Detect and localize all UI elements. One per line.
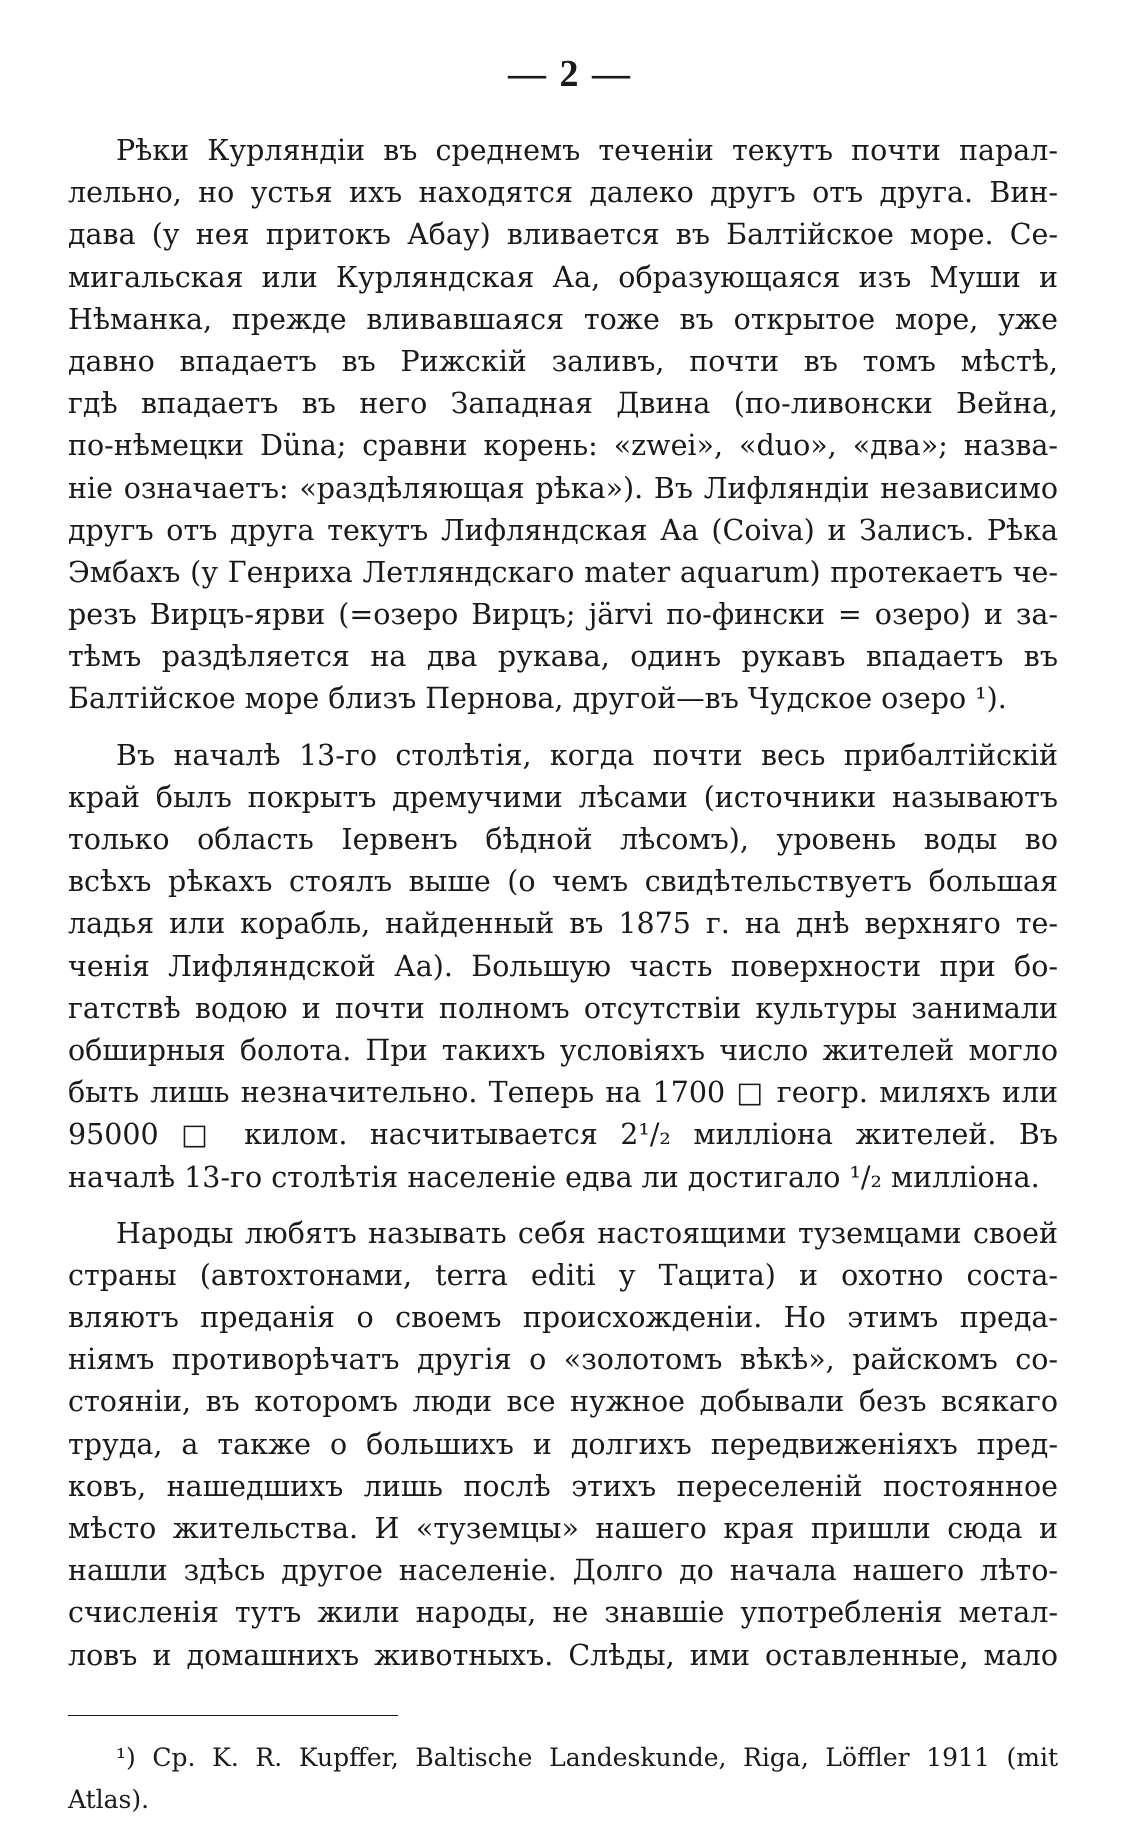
text-line: ковъ, нашедшихъ лишь послѣ этихъ переселеній постоянное: [68, 1469, 1058, 1503]
footnote: [68, 1740, 1058, 1824]
text-line: Народы любятъ называть себя настоящими туземцами своей: [116, 1216, 1058, 1250]
text-line: нашли здѣсь другое населеніе. Долго до начала нашего лѣто-: [68, 1554, 1058, 1588]
text-line: всѣхъ рѣкахъ стоялъ выше (о чемъ свидѣтельствуетъ большая: [68, 865, 1058, 899]
text-line: по-нѣмецки Düna; сравни корень: «zwei», «duo», «два»; назва-: [68, 429, 1058, 463]
text-line: Нѣманка, прежде вливавшаяся тоже въ открытое море, уже: [68, 302, 1058, 336]
text-line: ніямъ противорѣчатъ другія о «золотомъ вѣкѣ», райскомъ со-: [68, 1343, 1058, 1377]
text-line: ченія Лифляндской Аа). Большую часть поверхности при бо-: [68, 949, 1058, 983]
text-line: 95000 □ килом. насчитывается 2¹/₂ милліона жителей. Въ: [68, 1118, 1058, 1152]
text-line: мигальская или Курляндская Аа, образующаяся изъ Муши и: [68, 260, 1058, 294]
text-line: гдѣ впадаетъ въ него Западная Двина (по-ливонски Вейна,: [68, 387, 1058, 421]
paragraph-rivers: [68, 130, 1058, 721]
text-line: стояніи, въ которомъ люди все нужное добывали безъ всякаго: [68, 1385, 1058, 1419]
text-line: Эмбахъ (у Генриха Летляндскаго mater aquarum) протекаетъ че-: [68, 555, 1058, 589]
text-line: обширныя болота. При такихъ условіяхъ число жителей могло: [68, 1033, 1058, 1067]
text-line: другъ отъ друга текутъ Лифляндская Аа (Coiva) и Залисъ. Рѣка: [68, 513, 1058, 547]
paragraph-13th-century: [68, 735, 1058, 1199]
text-line: Балтійское море близъ Пернова, другой—въ Чудское озеро ¹).: [68, 682, 1007, 716]
text-line: только область Іервенъ бѣдной лѣсомъ), уровень воды во: [68, 823, 1058, 856]
text-line: вляютъ преданія о своемъ происхожденіи. Но этимъ преда-: [68, 1301, 1058, 1335]
body-text: [68, 130, 1058, 1677]
text-line: давно впадаетъ въ Рижскій заливъ, почти въ томъ мѣстѣ,: [68, 344, 1058, 378]
text-line: край былъ покрытъ дремучими лѣсами (источники называютъ: [68, 780, 1058, 814]
text-line: счисленія тутъ жили народы, не знавшіе употребленія метал-: [68, 1596, 1058, 1630]
text-line: резъ Вирцъ-ярви (=озеро Вирцъ; järvi по-фински = озеро) и за-: [68, 598, 1058, 632]
text-line: ладья или корабль, найденный въ 1875 г. на днѣ верхняго те-: [68, 907, 1058, 941]
text-line: дава (у нея притокъ Абау) вливается въ Балтійское море. Се-: [68, 218, 1058, 252]
footnote-line: ¹) Cp. K. R. Kupffer, Baltische Landeskunde, Riga, Löffler 1911 (mit: [116, 1743, 1058, 1772]
text-line: лельно, но устья ихъ находятся далеко другъ отъ друга. Вин-: [68, 176, 1058, 210]
footnote-divider: [68, 1715, 398, 1716]
text-line: страны (автохтонами, terra editi у Тацита) и охотно соста-: [68, 1258, 1058, 1292]
text-line: тѣмъ раздѣляется на два рукава, одинъ рукавъ впадаетъ въ: [68, 640, 1058, 674]
page-number: — 2 —: [508, 53, 632, 95]
text-line: труда, а также о большихъ и долгихъ передвиженіяхъ пред-: [68, 1427, 1058, 1461]
paragraph-peoples: [68, 1213, 1058, 1677]
text-line: Въ началѣ 13-го столѣтія, когда почти весь прибалтійскій: [116, 738, 1058, 772]
text-line: мѣсто жительства. И «туземцы» нашего края пришли сюда и: [68, 1512, 1058, 1545]
text-line: началѣ 13-го столѣтія населеніе едва ли достигало ¹/₂ милліона.: [68, 1160, 1040, 1194]
text-line: быть лишь незначительно. Теперь на 1700 □ геогр. миляхъ или: [68, 1076, 1058, 1110]
text-line: Рѣки Курляндіи въ среднемъ теченіи текутъ почти парал-: [116, 134, 1058, 167]
text-line: ловъ и домашнихъ животныхъ. Слѣды, ими оставленные, мало: [68, 1638, 1058, 1672]
text-line: ніе означаетъ: «раздѣляющая рѣка»). Въ Лифляндіи независимо: [68, 471, 1058, 505]
footnote-line: Atlas).: [68, 1785, 150, 1815]
text-line: гатствѣ водою и почти полномъ отсутствіи культуры занимали: [68, 991, 1058, 1025]
